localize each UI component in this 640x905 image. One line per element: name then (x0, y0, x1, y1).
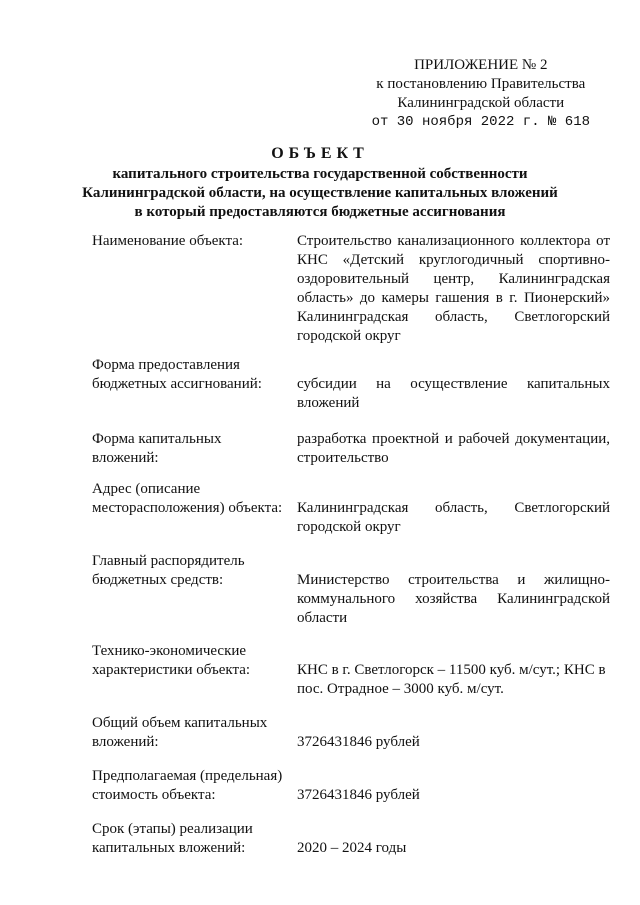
detail-row-address (92, 480, 610, 552)
detail-label: Технико-экономические характеристики объекта: (92, 643, 251, 678)
detail-label: Адрес (описание месторасположения) объекта: (92, 481, 283, 516)
detail-label: Главный распорядитель бюджетных средств: (92, 553, 245, 588)
detail-label: Наименование объекта: (92, 233, 244, 249)
detail-row-characteristics (92, 642, 610, 714)
appendix-authority: Калининградской области (397, 95, 565, 111)
detail-value: Министерство строительства и жилищно-коммунального хозяйства Калининградской области (297, 572, 610, 626)
detail-row-investment-form (92, 430, 610, 480)
detail-value: 3726431846 рублей (297, 734, 420, 750)
title-word: ОБЪЕКТ (271, 145, 369, 162)
detail-label: Общий объем капитальных вложений: (92, 715, 268, 750)
detail-value: КНС в г. Светлогорск – 11500 куб. м/сут.; КНС в пос. Отрадное – 3000 куб. м/сут. (297, 662, 606, 697)
appendix-header (372, 56, 590, 132)
appendix-ref-line: к постановлению Правительства (376, 76, 586, 92)
detail-row-name (92, 232, 610, 356)
detail-value: разработка проектной и рабочей документации, строительство (297, 431, 610, 466)
appendix-date: от 30 ноября 2022 г. № 618 (371, 114, 590, 130)
detail-row-administrator (92, 552, 610, 642)
detail-row-estimated-cost (92, 767, 610, 820)
title-line: капитального строительства государственной собственности (112, 166, 528, 182)
detail-value: 2020 – 2024 годы (297, 840, 407, 856)
detail-label: Срок (этапы) реализации капитальных вложений: (92, 821, 253, 856)
detail-value: Калининградская область, Светлогорский городской округ (297, 500, 610, 535)
detail-row-timeline (92, 820, 610, 860)
title-line: в который предоставляются бюджетные ассигнования (134, 204, 506, 220)
detail-label: Форма капитальных вложений: (92, 431, 222, 466)
object-details (92, 232, 610, 860)
detail-row-funding-form (92, 356, 610, 430)
title-line: Калининградской области, на осуществление капитальных вложений (82, 185, 558, 201)
detail-label: Предполагаемая (предельная) стоимость объекта: (92, 768, 283, 803)
detail-value: Строительство канализационного коллектора от КНС «Детский круглогодичный спортивно-оздоровительный центр, Калининградская область» до камеры гашения в г. Пионерский» Калининградская область, Светлогорский городской округ (297, 233, 610, 344)
detail-row-total-volume (92, 714, 610, 767)
detail-value: субсидии на осуществление капитальных вложений (297, 376, 610, 411)
document-title (60, 144, 580, 222)
appendix-number: ПРИЛОЖЕНИЕ № 2 (414, 57, 548, 73)
detail-label: Форма предоставления бюджетных ассигнований: (92, 357, 262, 392)
detail-value: 3726431846 рублей (297, 787, 420, 803)
